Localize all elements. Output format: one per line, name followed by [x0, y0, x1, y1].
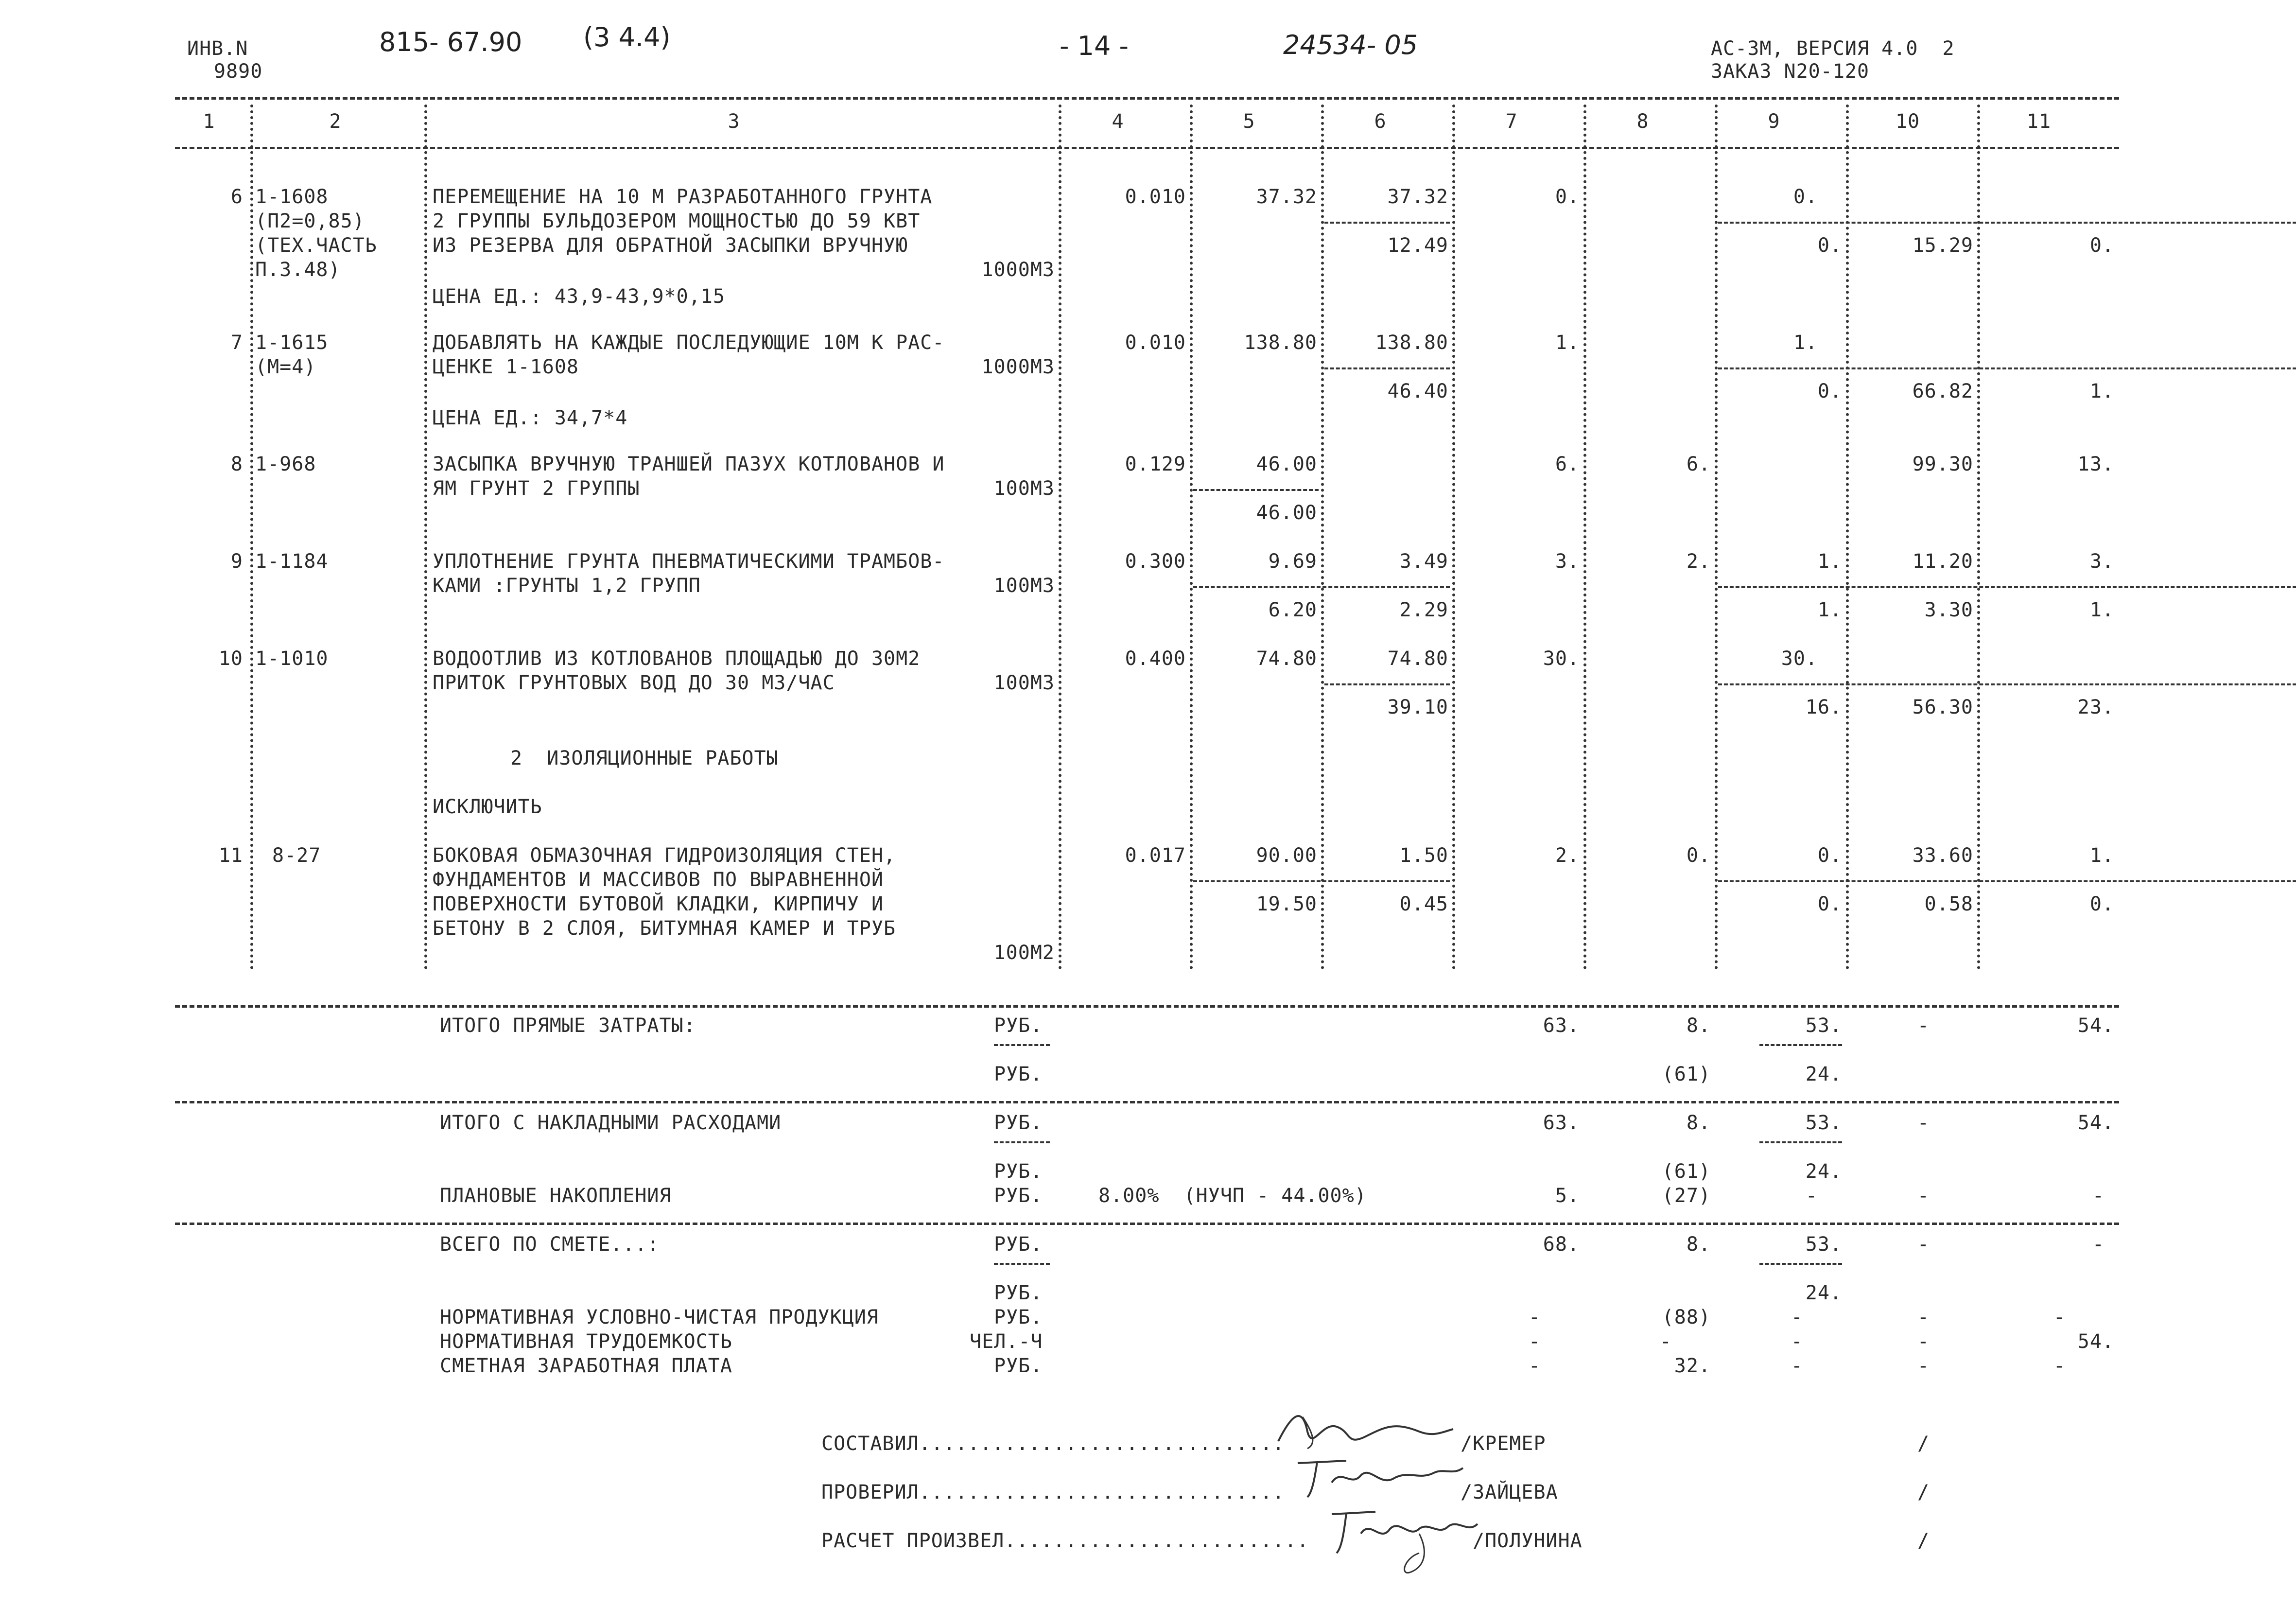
- cell-divider: [1718, 683, 2296, 685]
- row-description: ЗАСЫПКА ВРУЧНУЮ ТРАНШЕЙ ПАЗУХ КОТЛОВАНОВ И: [433, 453, 945, 475]
- total-overhead-col9-sub: 24.: [1805, 1160, 1842, 1183]
- cell-divider: [1718, 586, 2296, 588]
- cell-divider: [1193, 880, 1450, 882]
- total-direct-col9-sub: 24.: [1805, 1063, 1842, 1085]
- row-description: БЕТОНУ В 2 СЛОЯ, БИТУМНАЯ КАМЕР И ТРУБ: [433, 917, 896, 940]
- grand-total-col9-sub: 24.: [1805, 1282, 1842, 1304]
- value-underline: [1759, 1044, 1842, 1046]
- row-col5: 9.69: [1268, 550, 1317, 573]
- cell-divider: [1193, 586, 1450, 588]
- row-col6-sub: 0.45: [1399, 893, 1448, 915]
- grand-total-col7: 68.: [1543, 1233, 1580, 1256]
- row-col8: 2.: [1686, 550, 1711, 573]
- indicator-col11: -: [2053, 1355, 2066, 1377]
- indicator-col7: -: [1528, 1355, 1541, 1377]
- col-sep-5: [1321, 105, 1324, 970]
- row-col5-sub: 46.00: [1256, 502, 1317, 524]
- col-header-6: 6: [1374, 110, 1387, 133]
- row-col6: 37.32: [1387, 186, 1448, 208]
- row-col6: 74.80: [1387, 647, 1448, 670]
- row-col6-sub: 12.49: [1387, 234, 1448, 257]
- row-col10-sub: 66.82: [1912, 380, 1973, 402]
- row-number: 9: [230, 550, 243, 573]
- signature-slash: /: [1917, 1433, 1930, 1455]
- totals-rule: [175, 1223, 2119, 1225]
- row-unit: 100М3: [993, 477, 1055, 500]
- row-col7: 6.: [1555, 453, 1580, 475]
- row-description: УПЛОТНЕНИЕ ГРУНТА ПНЕВМАТИЧЕСКИМИ ТРАМБОВ-: [433, 550, 945, 573]
- indicator-col7: -: [1528, 1330, 1541, 1353]
- signature-name-checked: /ЗАЙЦЕВА: [1461, 1481, 1558, 1503]
- document-code-note: (3 4.4): [583, 22, 671, 52]
- cell-divider: [1718, 367, 2296, 369]
- row-col11: 13.: [2077, 453, 2114, 475]
- row-col6-sub: 46.40: [1387, 380, 1448, 402]
- row-col8: 6.: [1686, 453, 1711, 475]
- indicator-col10: -: [1917, 1306, 1930, 1328]
- grand-total-unit: РУБ.: [994, 1233, 1043, 1256]
- row-col7: 3.: [1555, 550, 1580, 573]
- cell-divider: [1324, 222, 1450, 224]
- col-header-7: 7: [1505, 110, 1518, 133]
- total-direct-col9: 53.: [1805, 1014, 1842, 1037]
- cell-divider: [1718, 222, 2296, 224]
- indicator-col9: -: [1791, 1330, 1803, 1353]
- indicator-col10: -: [1917, 1355, 1930, 1377]
- row-col7: 1.: [1555, 332, 1580, 354]
- page-number: - 14 -: [1060, 31, 1129, 61]
- col-header-4: 4: [1112, 110, 1124, 133]
- total-overhead-col9: 53.: [1805, 1112, 1842, 1134]
- signature-slash: /: [1917, 1530, 1930, 1552]
- indicator-label: СМЕТНАЯ ЗАРАБОТНАЯ ПЛАТА: [440, 1355, 732, 1377]
- indicator-col11: -: [2053, 1306, 2066, 1328]
- row-col11-sub: 0.: [2089, 893, 2114, 915]
- grand-total-label: ВСЕГО ПО СМЕТЕ...:: [440, 1233, 660, 1256]
- row-col5: 46.00: [1256, 453, 1317, 475]
- grand-total-col8: 8.: [1686, 1233, 1711, 1256]
- inventory-label: ИНВ.N: [187, 37, 248, 60]
- indicator-col9: -: [1791, 1306, 1803, 1328]
- row-col9-sub: 0.: [1817, 893, 1842, 915]
- grand-total-unit-2: РУБ.: [994, 1282, 1043, 1304]
- row-quantity: 0.300: [1125, 550, 1186, 573]
- col-header-3: 3: [728, 110, 740, 133]
- document-code: 815- 67.90: [379, 27, 522, 57]
- row-col9-sub: 0.: [1817, 234, 1842, 257]
- row-col9: 1.: [1793, 332, 1818, 354]
- row-quantity: 0.017: [1125, 844, 1186, 867]
- totals-rule: [175, 1101, 2119, 1103]
- signature-role-checked: ПРОВЕРИЛ..............................: [821, 1481, 1285, 1503]
- row-code: 8-27: [272, 844, 321, 867]
- col-header-5: 5: [1243, 110, 1255, 133]
- section-subtitle: ИСКЛЮЧИТЬ: [433, 796, 542, 818]
- row-col11: 3.: [2089, 550, 2114, 573]
- planned-savings-label: ПЛАНОВЫЕ НАКОПЛЕНИЯ: [440, 1185, 672, 1207]
- col-sep-1: [250, 105, 253, 970]
- row-col7: 0.: [1555, 186, 1580, 208]
- row-col6: 138.80: [1375, 332, 1448, 354]
- indicator-label: НОРМАТИВНАЯ ТРУДОЕМКОСТЬ: [440, 1330, 732, 1353]
- row-col9-sub: 1.: [1817, 599, 1842, 621]
- row-col9-sub: 0.: [1817, 380, 1842, 402]
- planned-savings-rate: 8.00% (НУЧП - 44.00%): [1098, 1185, 1367, 1207]
- total-direct-col8: 8.: [1686, 1014, 1711, 1037]
- row-code-note: (ТЕХ.ЧАСТЬ: [255, 234, 377, 257]
- indicator-col10: -: [1917, 1330, 1930, 1353]
- signature-name-compiled: /КРЕМЕР: [1461, 1433, 1546, 1455]
- row-code: 1-1615: [255, 332, 329, 354]
- row-code: 1-1608: [255, 186, 329, 208]
- total-overhead-col7: 63.: [1543, 1112, 1580, 1134]
- row-description: ИЗ РЕЗЕРВА ДЛЯ ОБРАТНОЙ ЗАСЫПКИ ВРУЧНУЮ: [433, 234, 908, 257]
- planned-savings-unit: РУБ.: [994, 1185, 1043, 1207]
- row-description: БОКОВАЯ ОБМАЗОЧНАЯ ГИДРОИЗОЛЯЦИЯ СТЕН,: [433, 844, 896, 867]
- indicator-col11: 54.: [2077, 1330, 2114, 1353]
- indicator-label: НОРМАТИВНАЯ УСЛОВНО-ЧИСТАЯ ПРОДУКЦИЯ: [440, 1306, 879, 1328]
- col-header-11: 11: [2026, 110, 2052, 133]
- total-direct-col11: 54.: [2077, 1014, 2114, 1037]
- row-col9: 0.: [1793, 186, 1818, 208]
- row-code-note: (М=4): [255, 356, 316, 378]
- row-col11: 1.: [2089, 844, 2114, 867]
- indicator-col7: -: [1528, 1306, 1541, 1328]
- col-sep-10: [1977, 105, 1980, 970]
- indicator-col8: 32.: [1674, 1355, 1711, 1377]
- col-header-10: 10: [1895, 110, 1920, 133]
- row-col9: 1.: [1817, 550, 1842, 573]
- row-description: ПЕРЕМЕЩЕНИЕ НА 10 М РАЗРАБОТАННОГО ГРУНТА: [433, 186, 933, 208]
- planned-savings-col9: -: [1805, 1185, 1818, 1207]
- col-sep-4: [1190, 105, 1193, 970]
- row-code-note: П.3.48): [255, 259, 341, 281]
- row-unit: 1000М3: [981, 259, 1055, 281]
- row-col6: 1.50: [1399, 844, 1448, 867]
- total-direct-col8-sub: (61): [1662, 1063, 1711, 1085]
- row-unit: 1000М3: [981, 356, 1055, 378]
- handwritten-signature: [1273, 1402, 1458, 1456]
- total-overhead-label: ИТОГО С НАКЛАДНЫМИ РАСХОДАМИ: [440, 1112, 782, 1134]
- row-description: ПРИТОК ГРУНТОВЫХ ВОД ДО 30 М3/ЧАС: [433, 672, 835, 694]
- total-direct-unit-2: РУБ.: [994, 1063, 1043, 1085]
- indicator-col8: -: [1659, 1330, 1672, 1353]
- total-overhead-col11: 54.: [2077, 1112, 2114, 1134]
- signature-slash: /: [1917, 1481, 1930, 1503]
- row-col7: 30.: [1543, 647, 1580, 670]
- row-col10: 11.20: [1912, 550, 1973, 573]
- header-bottom-rule: [175, 147, 2119, 149]
- col-header-8: 8: [1636, 110, 1649, 133]
- row-unit: 100М3: [993, 575, 1055, 597]
- row-col10-sub: 15.29: [1912, 234, 1973, 257]
- col-sep-7: [1583, 105, 1586, 970]
- indicator-unit: РУБ.: [994, 1355, 1043, 1377]
- row-description: ПОВЕРХНОСТИ БУТОВОЙ КЛАДКИ, КИРПИЧУ И: [433, 893, 884, 915]
- signature-role-compiled: СОСТАВИЛ..............................: [821, 1433, 1285, 1455]
- row-code-note: (П2=0,85): [255, 210, 365, 232]
- row-price-note: ЦЕНА ЕД.: 43,9-43,9*0,15: [433, 285, 725, 308]
- total-direct-col10: -: [1917, 1014, 1930, 1037]
- row-description: ФУНДАМЕНТОВ И МАССИВОВ ПО ВЫРАВНЕННОЙ: [433, 869, 884, 891]
- row-quantity: 0.129: [1125, 453, 1186, 475]
- col-sep-3: [1059, 105, 1061, 970]
- value-underline: [1759, 1141, 1842, 1143]
- row-col5-sub: 6.20: [1268, 599, 1317, 621]
- grand-total-col11: -: [2092, 1233, 2105, 1256]
- row-code: 1-1010: [255, 647, 329, 670]
- row-description: ЦЕНКЕ 1-1608: [433, 356, 579, 378]
- row-col10-sub: 56.30: [1912, 696, 1973, 718]
- signature-role-calculated: РАСЧЕТ ПРОИЗВЕЛ.........................: [821, 1530, 1309, 1552]
- row-col5: 74.80: [1256, 647, 1317, 670]
- cell-divider: [1324, 367, 1450, 369]
- row-col9: 30.: [1781, 647, 1818, 670]
- row-description: КАМИ :ГРУНТЫ 1,2 ГРУПП: [433, 575, 701, 597]
- row-col5: 138.80: [1244, 332, 1317, 354]
- unit-underline: [994, 1044, 1050, 1046]
- total-overhead-col8: 8.: [1686, 1112, 1711, 1134]
- row-description: ЯМ ГРУНТ 2 ГРУППЫ: [433, 477, 640, 500]
- row-price-note: ЦЕНА ЕД.: 34,7*4: [433, 407, 628, 429]
- row-col5: 90.00: [1256, 844, 1317, 867]
- cell-divider: [1324, 683, 1450, 685]
- indicator-col8: (88): [1662, 1306, 1711, 1328]
- col-header-2: 2: [329, 110, 342, 133]
- planned-savings-col10: -: [1917, 1185, 1930, 1207]
- row-col11-sub: 1.: [2089, 380, 2114, 402]
- planned-savings-col7: 5.: [1555, 1185, 1580, 1207]
- col-header-1: 1: [203, 110, 215, 133]
- inventory-number: 9890: [214, 60, 263, 83]
- row-quantity: 0.400: [1125, 647, 1186, 670]
- row-col10: 99.30: [1912, 453, 1973, 475]
- row-col6-sub: 2.29: [1399, 599, 1448, 621]
- unit-underline: [994, 1141, 1050, 1143]
- row-col6: 3.49: [1399, 550, 1448, 573]
- col-sep-8: [1715, 105, 1718, 970]
- total-direct-col7: 63.: [1543, 1014, 1580, 1037]
- row-col10-sub: 0.58: [1924, 893, 1973, 915]
- row-col5-sub: 19.50: [1256, 893, 1317, 915]
- signature-name-calculated: /ПОЛУНИНА: [1473, 1530, 1583, 1552]
- total-direct-unit: РУБ.: [994, 1014, 1043, 1037]
- grand-total-col9: 53.: [1805, 1233, 1842, 1256]
- total-direct-label: ИТОГО ПРЯМЫЕ ЗАТРАТЫ:: [440, 1014, 696, 1037]
- row-number: 10: [218, 647, 243, 670]
- row-col10-sub: 3.30: [1924, 599, 1973, 621]
- cell-divider: [1718, 880, 2296, 882]
- row-quantity: 0.010: [1125, 186, 1186, 208]
- row-unit: 100М3: [993, 672, 1055, 694]
- row-unit: 100М2: [993, 942, 1055, 964]
- col-header-9: 9: [1768, 110, 1780, 133]
- row-number: 11: [218, 844, 243, 867]
- row-col6-sub: 39.10: [1387, 696, 1448, 718]
- handwritten-signature: [1322, 1500, 1482, 1577]
- header-top-rule: [175, 97, 2119, 100]
- row-number: 8: [230, 453, 243, 475]
- project-code: 24534- 05: [1283, 30, 1418, 60]
- col-sep-9: [1846, 105, 1849, 970]
- row-col11-sub: 23.: [2077, 696, 2114, 718]
- indicator-col9: -: [1791, 1355, 1803, 1377]
- row-col8: 0.: [1686, 844, 1711, 867]
- row-code: 1-968: [255, 453, 316, 475]
- indicator-unit: ЧЕЛ.-Ч: [970, 1330, 1043, 1353]
- total-overhead-unit-2: РУБ.: [994, 1160, 1043, 1183]
- row-description: ВОДООТЛИВ ИЗ КОТЛОВАНОВ ПЛОЩАДЬЮ ДО 30М2: [433, 647, 921, 670]
- row-code: 1-1184: [255, 550, 329, 573]
- value-underline: [1759, 1263, 1842, 1265]
- row-number: 7: [230, 332, 243, 354]
- row-description: 2 ГРУППЫ БУЛЬДОЗЕРОМ МОЩНОСТЬЮ ДО 59 КВТ: [433, 210, 921, 232]
- row-description: ДОБАВЛЯТЬ НА КАЖДЫЕ ПОСЛЕДУЮЩИЕ 10М К РАС-: [433, 332, 945, 354]
- row-quantity: 0.010: [1125, 332, 1186, 354]
- row-col11-sub: 0.: [2089, 234, 2114, 257]
- row-col11-sub: 1.: [2089, 599, 2114, 621]
- col-sep-2: [424, 105, 427, 970]
- totals-rule: [175, 1005, 2119, 1008]
- unit-underline: [994, 1263, 1050, 1265]
- row-col10: 33.60: [1912, 844, 1973, 867]
- row-col7: 2.: [1555, 844, 1580, 867]
- cell-divider: [1193, 489, 1319, 491]
- handwritten-signature: [1288, 1453, 1473, 1502]
- section-title: 2 ИЗОЛЯЦИОННЫЕ РАБОТЫ: [510, 747, 779, 769]
- program-version: АС-3М, ВЕРСИЯ 4.0 2: [1711, 37, 1955, 60]
- planned-savings-col11: -: [2092, 1185, 2105, 1207]
- row-col9-sub: 16.: [1805, 696, 1842, 718]
- row-col9: 0.: [1817, 844, 1842, 867]
- col-sep-6: [1452, 105, 1455, 970]
- indicator-unit: РУБ.: [994, 1306, 1043, 1328]
- row-number: 6: [230, 186, 243, 208]
- row-col5: 37.32: [1256, 186, 1317, 208]
- order-number: ЗАКАЗ N20-120: [1711, 60, 1870, 83]
- total-overhead-col10: -: [1917, 1112, 1930, 1134]
- total-overhead-unit: РУБ.: [994, 1112, 1043, 1134]
- planned-savings-col8: (27): [1662, 1185, 1711, 1207]
- total-overhead-col8-sub: (61): [1662, 1160, 1711, 1183]
- grand-total-col10: -: [1917, 1233, 1930, 1256]
